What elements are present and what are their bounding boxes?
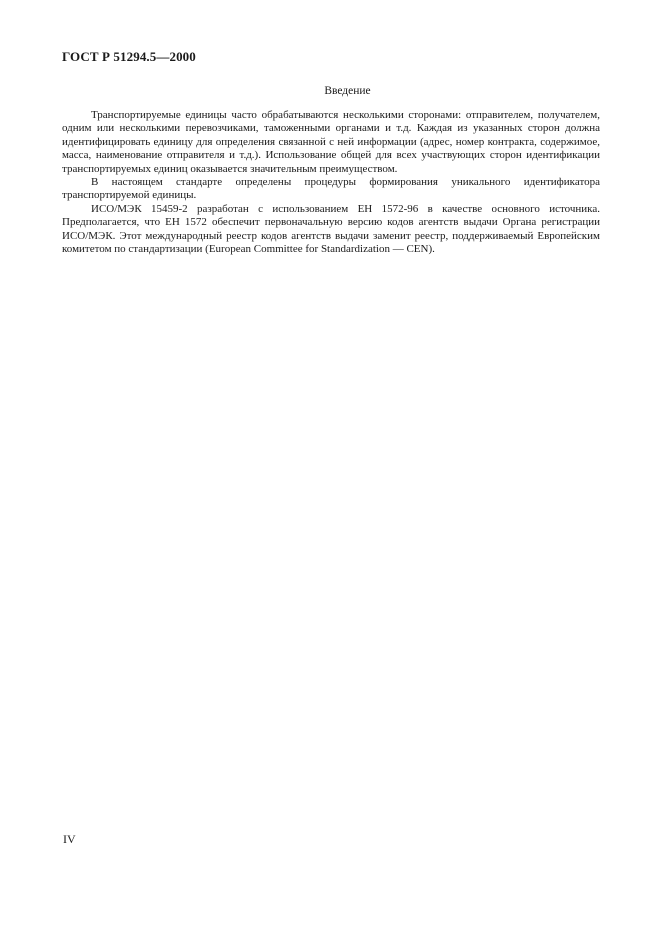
page-number: IV (63, 832, 76, 846)
paragraph: Транспортируемые единицы часто обрабатываются несколькими сторонами: отправителем, получателем, одним или несколькими перевозчиками, таможенными органами и т.д. Каждая из указанных сторон должна идентифицировать единицу для определения связанной с ней информации (адрес, номер контракта, содержимое, масса, наименование отправителя и т.д.). Использование общей для всех участвующих сторон идентификации транспортируемых единиц оказывается значительным преимуществом. (62, 109, 600, 175)
paragraph: ИСО/МЭК 15459-2 разработан с использованием ЕН 1572-96 в качестве основного источника. Предполагается, что ЕН 1572 обеспечит первоначальную версию кодов агентств выдачи Органа регистрации ИСО/МЭК. Этот международный реестр кодов агентств выдачи заменит реестр, поддерживаемый Европейским комитетом по стандартизации (European Committee for Standardization — CEN). (62, 202, 600, 256)
paragraph: В настоящем стандарте определены процедуры формирования уникального идентификатора транспортируемой единицы. (62, 176, 600, 202)
body-text (62, 109, 600, 256)
document-header: ГОСТ Р 51294.5—2000 (62, 49, 196, 64)
section-title: Введение (324, 85, 371, 97)
